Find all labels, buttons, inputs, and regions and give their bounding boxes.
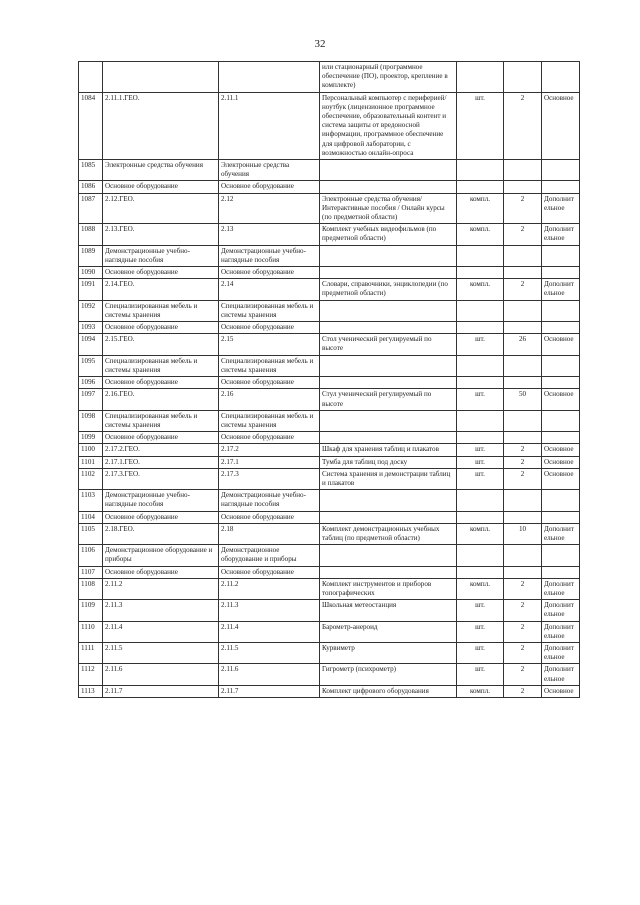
quantity-cell xyxy=(504,490,542,511)
row-number-cell: 1090 xyxy=(79,267,103,279)
section-cell: Демонстрационные учебно-наглядные пособия xyxy=(219,490,320,511)
code-cell: 2.13.ГЕО. xyxy=(103,224,219,245)
table-row xyxy=(79,267,580,279)
item-name-cell: Комплект учебных видеофильмов (по предметной области) xyxy=(320,224,457,245)
row-number-cell: 1089 xyxy=(79,245,103,266)
unit-cell xyxy=(457,432,504,444)
item-name-cell xyxy=(320,545,457,566)
page-number: 32 xyxy=(314,38,326,50)
unit-cell: шт. xyxy=(457,92,504,159)
section-cell: Электронные средства обучения xyxy=(219,160,320,181)
section-cell: 2.11.5 xyxy=(219,642,320,663)
equipment-type-cell: Дополнительное xyxy=(542,523,580,544)
row-number-cell: 1099 xyxy=(79,432,103,444)
unit-cell: шт. xyxy=(457,468,504,489)
row-number-cell: 1111 xyxy=(79,642,103,663)
section-cell: Демонстрационные учебно-наглядные пособия xyxy=(219,245,320,266)
table-row xyxy=(79,642,580,663)
item-name-cell: Школьная метеостанция xyxy=(320,600,457,621)
equipment-type-cell: Основное xyxy=(542,468,580,489)
section-cell: 2.18 xyxy=(219,523,320,544)
item-name-cell xyxy=(320,511,457,523)
quantity-cell xyxy=(504,181,542,193)
section-cell: 2.11.2 xyxy=(219,578,320,599)
table-row xyxy=(79,456,580,468)
item-name-cell xyxy=(320,322,457,334)
equipment-type-cell: Основное xyxy=(542,92,580,159)
unit-cell xyxy=(457,160,504,181)
item-name-cell xyxy=(320,490,457,511)
row-number-cell: 1108 xyxy=(79,578,103,599)
code-cell: Основное оборудование xyxy=(103,322,219,334)
table-row xyxy=(79,355,580,376)
section-cell: 2.17.1 xyxy=(219,456,320,468)
section-cell: Основное оборудование xyxy=(219,377,320,389)
table-row xyxy=(79,523,580,544)
item-name-cell: Система хранения и демонстрации таблиц и плакатов xyxy=(320,468,457,489)
quantity-cell: 2 xyxy=(504,456,542,468)
code-cell: Электронные средства обучения xyxy=(103,160,219,181)
equipment-type-cell: Основное xyxy=(542,389,580,410)
row-number-cell: 1100 xyxy=(79,444,103,456)
code-cell: Демонстрационные учебно-наглядные пособия xyxy=(103,245,219,266)
quantity-cell: 2 xyxy=(504,468,542,489)
item-name-cell xyxy=(320,181,457,193)
unit-cell: компл. xyxy=(457,224,504,245)
row-number-cell: 1098 xyxy=(79,410,103,431)
section-cell: 2.12 xyxy=(219,193,320,224)
code-cell: Основное оборудование xyxy=(103,566,219,578)
table-row xyxy=(79,322,580,334)
code-cell: 2.11.3 xyxy=(103,600,219,621)
unit-cell: компл. xyxy=(457,193,504,224)
code-cell: 2.17.1.ГЕО. xyxy=(103,456,219,468)
equipment-type-cell xyxy=(542,62,580,93)
code-cell: Демонстрационное оборудование и приборы xyxy=(103,545,219,566)
table-row xyxy=(79,444,580,456)
row-number-cell: 1112 xyxy=(79,664,103,685)
code-cell: 2.18.ГЕО. xyxy=(103,523,219,544)
table-row xyxy=(79,600,580,621)
code-cell: 2.11.1.ГЕО. xyxy=(103,92,219,159)
quantity-cell xyxy=(504,566,542,578)
row-number-cell: 1085 xyxy=(79,160,103,181)
equipment-type-cell: Дополнительное xyxy=(542,664,580,685)
unit-cell xyxy=(457,511,504,523)
row-number-cell: 1095 xyxy=(79,355,103,376)
quantity-cell: 2 xyxy=(504,642,542,663)
equipment-type-cell xyxy=(542,377,580,389)
equipment-type-cell: Дополнительное xyxy=(542,578,580,599)
unit-cell: компл. xyxy=(457,523,504,544)
quantity-cell: 2 xyxy=(504,664,542,685)
code-cell: Специализированная мебель и системы хранения xyxy=(103,355,219,376)
table-row xyxy=(79,410,580,431)
item-name-cell: Комплект цифрового оборудования xyxy=(320,685,457,697)
section-cell: Основное оборудование xyxy=(219,322,320,334)
unit-cell xyxy=(457,62,504,93)
item-name-cell: Персональный компьютер с периферией/ноутбук (лицензионное программное обеспечение, образовательный контент и система защиты от вредоносной информации, программное обеспечение для цифровой лаборатории, с возможностью онлайн-опроса xyxy=(320,92,457,159)
table-row xyxy=(79,160,580,181)
table-row xyxy=(79,490,580,511)
section-cell: Основное оборудование xyxy=(219,511,320,523)
row-number-cell: 1104 xyxy=(79,511,103,523)
row-number-cell: 1097 xyxy=(79,389,103,410)
code-cell: Основное оборудование xyxy=(103,181,219,193)
table-body xyxy=(79,62,580,698)
item-name-cell xyxy=(320,432,457,444)
code-cell: Основное оборудование xyxy=(103,511,219,523)
unit-cell: шт. xyxy=(457,334,504,355)
code-cell: Основное оборудование xyxy=(103,267,219,279)
equipment-type-cell xyxy=(542,322,580,334)
equipment-table xyxy=(78,61,580,698)
equipment-type-cell xyxy=(542,245,580,266)
code-cell: 2.11.7 xyxy=(103,685,219,697)
quantity-cell: 2 xyxy=(504,193,542,224)
section-cell: 2.11.1 xyxy=(219,92,320,159)
equipment-type-cell xyxy=(542,490,580,511)
equipment-type-cell xyxy=(542,410,580,431)
code-cell: 2.17.2.ГЕО. xyxy=(103,444,219,456)
code-cell: 2.11.5 xyxy=(103,642,219,663)
unit-cell xyxy=(457,377,504,389)
table-row xyxy=(79,389,580,410)
item-name-cell: Курвиметр xyxy=(320,642,457,663)
table-row xyxy=(79,511,580,523)
item-name-cell: или стационарный (программное обеспечение (ПО), проектор, крепление в комплекте) xyxy=(320,62,457,93)
section-cell: Основное оборудование xyxy=(219,432,320,444)
row-number-cell: 1109 xyxy=(79,600,103,621)
unit-cell: компл. xyxy=(457,578,504,599)
code-cell: 2.14.ГЕО. xyxy=(103,279,219,300)
table-row xyxy=(79,377,580,389)
section-cell: Основное оборудование xyxy=(219,267,320,279)
unit-cell: шт. xyxy=(457,456,504,468)
section-cell: Специализированная мебель и системы хранения xyxy=(219,410,320,431)
row-number-cell: 1107 xyxy=(79,566,103,578)
row-number-cell: 1088 xyxy=(79,224,103,245)
quantity-cell: 2 xyxy=(504,621,542,642)
section-cell: Демонстрационное оборудование и приборы xyxy=(219,545,320,566)
row-number-cell: 1084 xyxy=(79,92,103,159)
unit-cell: компл. xyxy=(457,279,504,300)
quantity-cell xyxy=(504,160,542,181)
equipment-type-cell xyxy=(542,160,580,181)
item-name-cell xyxy=(320,300,457,321)
item-name-cell xyxy=(320,410,457,431)
equipment-type-cell: Основное xyxy=(542,444,580,456)
section-cell: Специализированная мебель и системы хранения xyxy=(219,355,320,376)
section-cell: Основное оборудование xyxy=(219,566,320,578)
item-name-cell xyxy=(320,566,457,578)
section-cell: Специализированная мебель и системы хранения xyxy=(219,300,320,321)
table-row xyxy=(79,432,580,444)
quantity-cell: 2 xyxy=(504,685,542,697)
code-cell: 2.17.3.ГЕО. xyxy=(103,468,219,489)
row-number-cell: 1091 xyxy=(79,279,103,300)
quantity-cell xyxy=(504,355,542,376)
unit-cell: шт. xyxy=(457,600,504,621)
quantity-cell xyxy=(504,410,542,431)
quantity-cell: 10 xyxy=(504,523,542,544)
section-cell: 2.11.4 xyxy=(219,621,320,642)
table-row xyxy=(79,224,580,245)
code-cell: 2.16.ГЕО. xyxy=(103,389,219,410)
quantity-cell xyxy=(504,62,542,93)
unit-cell xyxy=(457,300,504,321)
equipment-type-cell xyxy=(542,432,580,444)
equipment-type-cell: Дополнительное xyxy=(542,193,580,224)
row-number-cell: 1093 xyxy=(79,322,103,334)
item-name-cell: Гигрометр (психрометр) xyxy=(320,664,457,685)
row-number-cell: 1092 xyxy=(79,300,103,321)
table-row xyxy=(79,181,580,193)
quantity-cell: 2 xyxy=(504,92,542,159)
equipment-type-cell xyxy=(542,545,580,566)
unit-cell: компл. xyxy=(457,685,504,697)
table-row xyxy=(79,245,580,266)
equipment-type-cell: Основное xyxy=(542,456,580,468)
item-name-cell: Шкаф для хранения таблиц и плакатов xyxy=(320,444,457,456)
quantity-cell xyxy=(504,245,542,266)
table-row xyxy=(79,566,580,578)
section-cell: 2.13 xyxy=(219,224,320,245)
code-cell xyxy=(103,62,219,93)
row-number-cell: 1087 xyxy=(79,193,103,224)
item-name-cell: Словари, справочники, энциклопедии (по предметной области) xyxy=(320,279,457,300)
quantity-cell: 50 xyxy=(504,389,542,410)
item-name-cell xyxy=(320,355,457,376)
row-number-cell: 1094 xyxy=(79,334,103,355)
row-number-cell xyxy=(79,62,103,93)
row-number-cell: 1105 xyxy=(79,523,103,544)
equipment-type-cell: Дополнительное xyxy=(542,600,580,621)
row-number-cell: 1103 xyxy=(79,490,103,511)
code-cell: 2.11.4 xyxy=(103,621,219,642)
quantity-cell xyxy=(504,267,542,279)
table-row xyxy=(79,92,580,159)
quantity-cell: 2 xyxy=(504,444,542,456)
row-number-cell: 1102 xyxy=(79,468,103,489)
unit-cell xyxy=(457,355,504,376)
code-cell: Специализированная мебель и системы хранения xyxy=(103,300,219,321)
code-cell: Демонстрационные учебно-наглядные пособия xyxy=(103,490,219,511)
quantity-cell: 2 xyxy=(504,578,542,599)
equipment-type-cell: Дополнительное xyxy=(542,279,580,300)
item-name-cell xyxy=(320,245,457,266)
equipment-type-cell xyxy=(542,267,580,279)
equipment-type-cell: Дополнительное xyxy=(542,224,580,245)
code-cell: Специализированная мебель и системы хранения xyxy=(103,410,219,431)
unit-cell xyxy=(457,245,504,266)
unit-cell xyxy=(457,322,504,334)
equipment-type-cell: Основное xyxy=(542,685,580,697)
row-number-cell: 1110 xyxy=(79,621,103,642)
row-number-cell: 1086 xyxy=(79,181,103,193)
quantity-cell xyxy=(504,322,542,334)
unit-cell xyxy=(457,545,504,566)
item-name-cell: Комплект демонстрационных учебных таблиц (по предметной области) xyxy=(320,523,457,544)
table-row xyxy=(79,621,580,642)
item-name-cell: Стул ученический регулируемый по высоте xyxy=(320,389,457,410)
quantity-cell xyxy=(504,432,542,444)
unit-cell xyxy=(457,490,504,511)
unit-cell: шт. xyxy=(457,664,504,685)
quantity-cell: 2 xyxy=(504,600,542,621)
code-cell: Основное оборудование xyxy=(103,432,219,444)
table-row xyxy=(79,468,580,489)
section-cell: 2.11.6 xyxy=(219,664,320,685)
equipment-type-cell xyxy=(542,355,580,376)
quantity-cell xyxy=(504,300,542,321)
item-name-cell xyxy=(320,377,457,389)
equipment-type-cell xyxy=(542,300,580,321)
table-row xyxy=(79,300,580,321)
quantity-cell: 2 xyxy=(504,224,542,245)
section-cell: 2.16 xyxy=(219,389,320,410)
quantity-cell xyxy=(504,511,542,523)
table-row xyxy=(79,62,580,93)
table-row xyxy=(79,193,580,224)
section-cell: 2.11.3 xyxy=(219,600,320,621)
equipment-type-cell: Основное xyxy=(542,334,580,355)
code-cell: 2.15.ГЕО. xyxy=(103,334,219,355)
row-number-cell: 1113 xyxy=(79,685,103,697)
table-row xyxy=(79,664,580,685)
section-cell: 2.17.3 xyxy=(219,468,320,489)
equipment-type-cell: Дополнительное xyxy=(542,621,580,642)
table-row xyxy=(79,279,580,300)
code-cell: 2.11.6 xyxy=(103,664,219,685)
row-number-cell: 1096 xyxy=(79,377,103,389)
equipment-type-cell xyxy=(542,181,580,193)
unit-cell: шт. xyxy=(457,444,504,456)
equipment-type-cell xyxy=(542,511,580,523)
quantity-cell: 26 xyxy=(504,334,542,355)
unit-cell xyxy=(457,267,504,279)
equipment-type-cell: Дополнительное xyxy=(542,642,580,663)
code-cell: Основное оборудование xyxy=(103,377,219,389)
equipment-type-cell xyxy=(542,566,580,578)
quantity-cell: 2 xyxy=(504,279,542,300)
section-cell: 2.14 xyxy=(219,279,320,300)
item-name-cell: Барометр-анероид xyxy=(320,621,457,642)
section-cell: 2.11.7 xyxy=(219,685,320,697)
table-row xyxy=(79,578,580,599)
item-name-cell: Электронные средства обучения/Интерактивные пособия / Онлайн курсы (по предметной области) xyxy=(320,193,457,224)
code-cell: 2.11.2 xyxy=(103,578,219,599)
unit-cell xyxy=(457,181,504,193)
section-cell xyxy=(219,62,320,93)
table-row xyxy=(79,685,580,697)
quantity-cell xyxy=(504,545,542,566)
item-name-cell: Комплект инструментов и приборов топографических xyxy=(320,578,457,599)
unit-cell: шт. xyxy=(457,642,504,663)
item-name-cell: Стол ученический регулируемый по высоте xyxy=(320,334,457,355)
item-name-cell xyxy=(320,267,457,279)
section-cell: 2.17.2 xyxy=(219,444,320,456)
row-number-cell: 1106 xyxy=(79,545,103,566)
section-cell: 2.15 xyxy=(219,334,320,355)
quantity-cell xyxy=(504,377,542,389)
table-row xyxy=(79,545,580,566)
unit-cell xyxy=(457,566,504,578)
table-row xyxy=(79,334,580,355)
item-name-cell: Тумба для таблиц под доску xyxy=(320,456,457,468)
row-number-cell: 1101 xyxy=(79,456,103,468)
unit-cell: шт. xyxy=(457,621,504,642)
unit-cell: шт. xyxy=(457,389,504,410)
code-cell: 2.12.ГЕО. xyxy=(103,193,219,224)
item-name-cell xyxy=(320,160,457,181)
section-cell: Основное оборудование xyxy=(219,181,320,193)
unit-cell xyxy=(457,410,504,431)
